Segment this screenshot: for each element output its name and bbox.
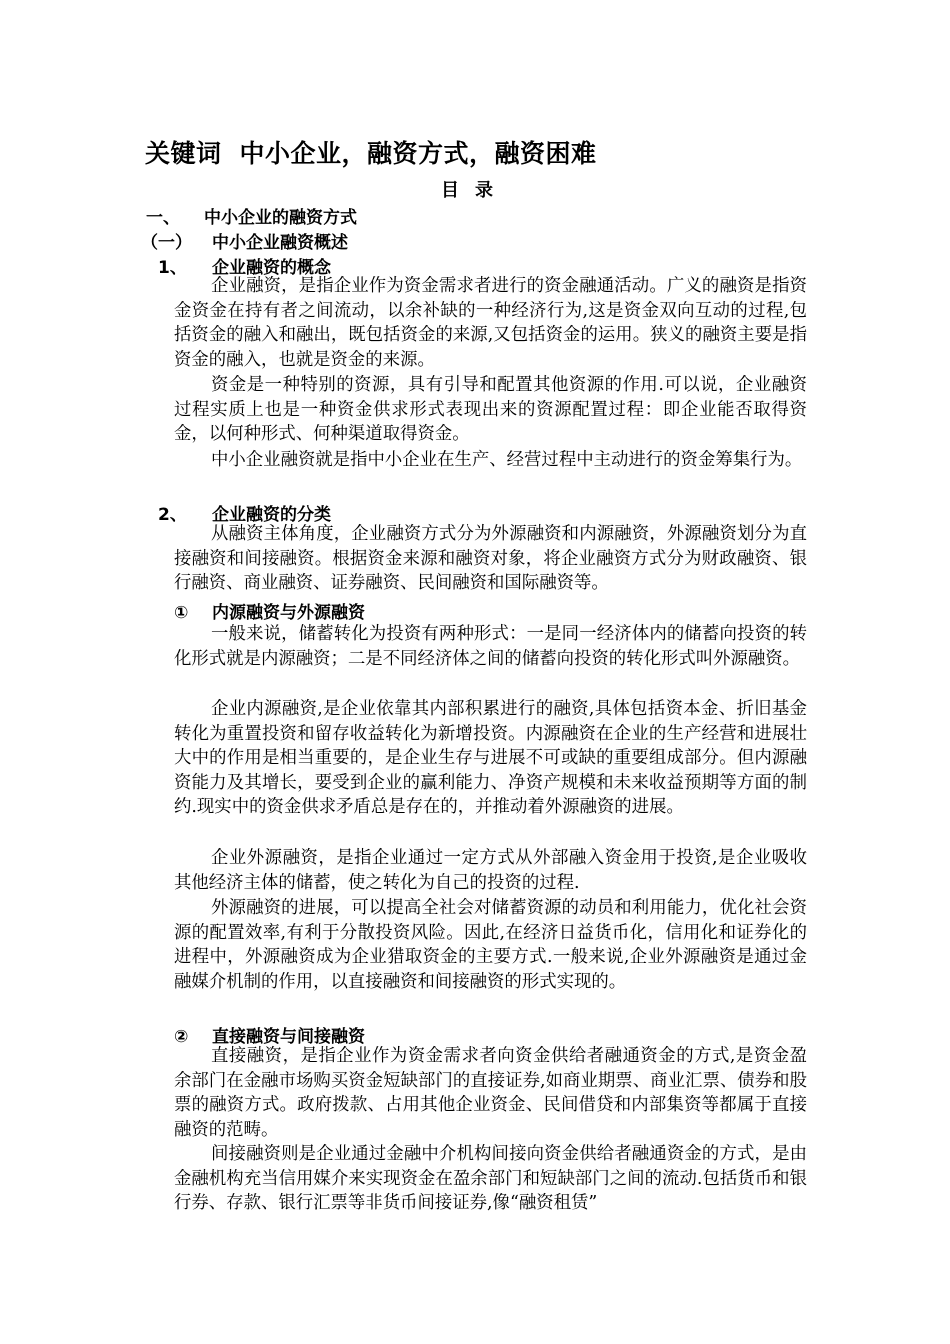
paragraph: 从融资主体角度，企业融资方式分为外源融资和内源融资，外源融资划分为直接融资和间接融资。根据资金来源和融资对象，将企业融资方式分为财政融资、银行融资、商业融资、证券融资、民间融资和国际融资等。 xyxy=(174,524,807,594)
paragraph: 一般来说，储蓄转化为投资有两种形式：一是同一经济体内的储蓄向投资的转化形式就是内源融资；二是不同经济体之间的储蓄向投资的转化形式叫外源融资。 xyxy=(174,624,807,669)
toc-title: 目录 xyxy=(441,180,509,201)
subsection-heading-internal-external xyxy=(174,598,365,623)
section-number: 一、 xyxy=(146,208,180,228)
paragraph: 外源融资的进展，可以提高全社会对储蓄资源的动员和利用能力，优化社会资源的配置效率,有利于分散投资风险。因此,在经济日益货币化，信用化和证券化的进程中，外源融资成为企业猎取资金的主要方式.一般来说,企业外源融资是通过金融媒介机制的作用，以直接融资和间接融资的形式实现的。 xyxy=(174,898,807,992)
section-number: 1、 xyxy=(158,258,187,278)
section-title: 中小企业的融资方式 xyxy=(204,208,357,228)
keywords-heading xyxy=(145,134,597,170)
paragraph: 资金是一种特别的资源，具有引导和配置其他资源的作用.可以说，企业融资过程实质上也是一种资金供求形式表现出来的资源配置过程：即企业能否取得资金，以何种形式、何种渠道取得资金。 xyxy=(174,375,807,445)
section-number: 2、 xyxy=(158,505,187,525)
subsection-title: 直接融资与间接融资 xyxy=(212,1027,365,1047)
keywords-label: 关键词 xyxy=(145,139,222,168)
paragraph: 直接融资，是指企业作为资金需求者向资金供给者融通资金的方式,是资金盈余部门在金融市场购买资金短缺部门的直接证券,如商业期票、商业汇票、债券和股票的融资方式。政府拨款、占用其他企业资金、民间借贷和内部集资等都属于直接融资的范畴。 xyxy=(174,1046,807,1140)
section-title: 企业融资的分类 xyxy=(212,505,331,525)
paragraph: 间接融资则是企业通过金融中介机构间接向资金供给者融通资金的方式，是由金融机构充当信用媒介来实现资金在盈余部门和短缺部门之间的流动.包括货币和银行券、存款、银行汇票等非货币间接证券,像“融资租赁” xyxy=(174,1144,807,1214)
paragraph: 中小企业融资就是指中小企业在生产、经营过程中主动进行的资金筹集行为。 xyxy=(211,450,803,470)
paragraph: 企业融资，是指企业作为资金需求者进行的资金融通活动。广义的融资是指资金资金在持有者之间流动，以余补缺的一种经济行为,这是资金双向互动的过程,包括资金的融入和融出，既包括资金的来源,又包括资金的运用。狭义的融资主要是指资金的融入，也就是资金的来源。 xyxy=(174,276,807,370)
paragraph: 企业外源融资，是指企业通过一定方式从外部融入资金用于投资,是企业吸收其他经济主体的储蓄，使之转化为自己的投资的过程. xyxy=(174,848,807,893)
section-number: （一） xyxy=(141,233,192,253)
section-title: 中小企业融资概述 xyxy=(212,233,348,253)
section-heading-1-1 xyxy=(141,228,348,253)
paragraph: 企业内源融资,是企业依靠其内部积累进行的融资,具体包括资本金、折旧基金转化为重置投资和留存收益转化为新增投资。内源融资在企业的生产经营和进展壮大中的作用是相当重要的，是企业生存与进展不可或缺的重要组成部分。但内源融资能力及其增长，要受到企业的赢利能力、净资产规模和未来收益预期等方面的制约.现实中的资金供求矛盾总是存在的，并推动着外源融资的进展。 xyxy=(174,699,807,818)
keywords-terms: 中小企业，融资方式，融资困难 xyxy=(239,139,597,168)
section-title: 企业融资的概念 xyxy=(212,258,331,278)
circled-number: ② xyxy=(174,1027,189,1047)
section-heading-1 xyxy=(146,203,357,228)
circled-number: ① xyxy=(174,603,189,623)
subsection-title: 内源融资与外源融资 xyxy=(212,603,365,623)
